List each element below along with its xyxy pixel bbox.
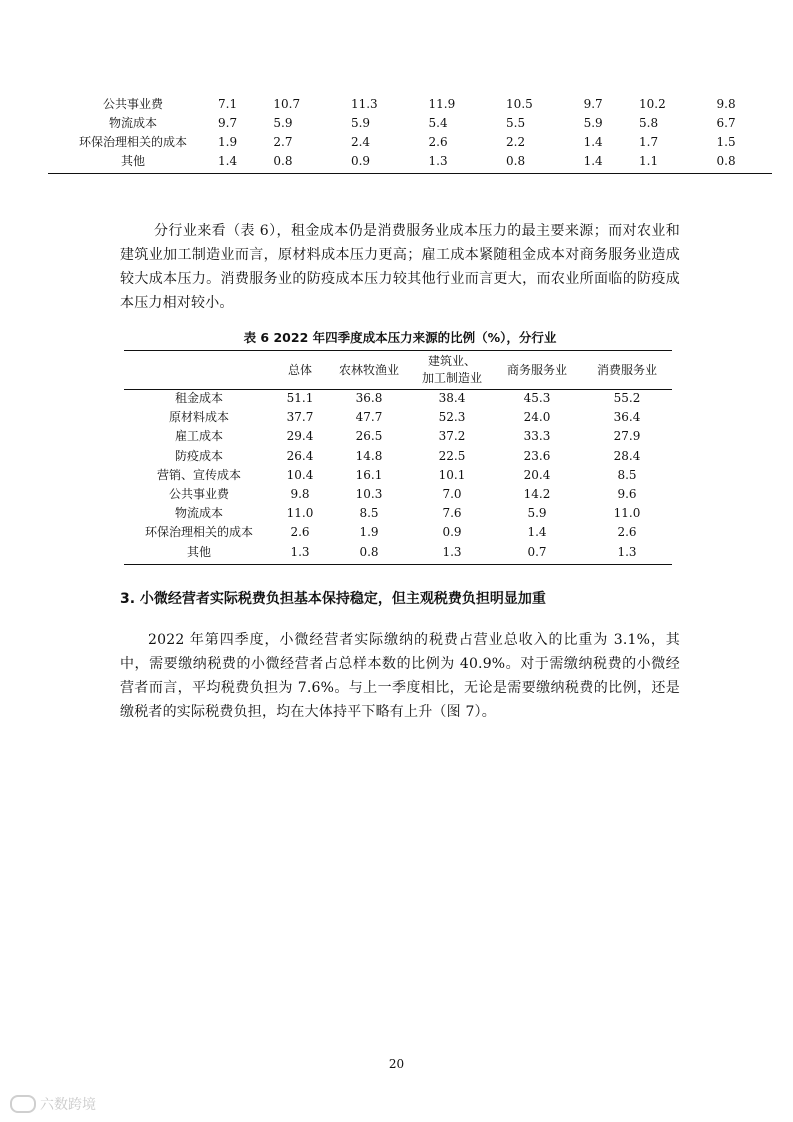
table-cell: 37.7 <box>286 410 314 425</box>
table-cell: 10.1 <box>438 467 466 482</box>
table-cell: 9.6 <box>617 487 637 502</box>
table-cell: 26.5 <box>355 429 383 444</box>
cost-table-continued <box>48 95 772 171</box>
row-label: 营销、宣传成本 <box>156 467 241 482</box>
table-cell: 14.8 <box>355 448 383 463</box>
table-bottom-rule <box>48 173 772 174</box>
table-row <box>48 152 772 171</box>
watermark-logo-icon <box>10 1095 36 1113</box>
row-label: 防疫成本 <box>174 448 223 463</box>
table-cell: 11.9 <box>428 97 456 111</box>
row-label: 物流成本 <box>108 116 157 130</box>
table-cell: 36.4 <box>613 410 641 425</box>
table-cell: 1.4 <box>583 135 603 149</box>
watermark-text: 六数跨境 <box>40 1097 96 1113</box>
table-cell: 8.5 <box>617 467 637 482</box>
table6-caption: 表 6 2022 年四季度成本压力来源的比例（%），分行业 <box>243 330 557 345</box>
table-cell: 28.4 <box>613 448 641 463</box>
table-row <box>124 408 672 427</box>
table-cell: 1.3 <box>442 544 462 559</box>
table-cell: 55.2 <box>613 391 641 405</box>
table-cell: 1.1 <box>639 154 659 168</box>
table-row <box>48 133 772 152</box>
table-cell: 36.8 <box>355 391 383 405</box>
row-label: 雇工成本 <box>174 429 223 444</box>
table-cell: 14.2 <box>523 487 551 502</box>
table-cell: 9.8 <box>716 97 736 111</box>
table-cell: 2.6 <box>617 525 637 540</box>
table-cell: 1.4 <box>218 154 238 168</box>
column-header: 消费服务业 <box>596 362 657 377</box>
table-cell: 1.4 <box>583 154 603 168</box>
table-row <box>48 114 772 133</box>
table-cell: 33.3 <box>523 429 551 444</box>
table-cell: 24.0 <box>523 410 551 425</box>
table-cell: 1.3 <box>290 544 310 559</box>
table-cell: 22.5 <box>438 448 466 463</box>
table-row <box>124 389 672 408</box>
table-cell: 11.0 <box>613 506 641 521</box>
table-cell: 1.9 <box>359 525 379 540</box>
table-cell: 5.9 <box>527 506 547 521</box>
table-cell: 2.6 <box>428 135 448 149</box>
table-cell: 2.7 <box>273 135 293 149</box>
table-row <box>124 504 672 523</box>
table-cell: 52.3 <box>438 410 466 425</box>
table-cell: 20.4 <box>523 467 551 482</box>
table-cell: 5.9 <box>350 116 371 130</box>
table-row <box>124 523 672 542</box>
table-row <box>124 427 672 446</box>
table-cell: 5.4 <box>428 116 448 130</box>
table-cell: 1.3 <box>428 154 448 168</box>
table-cell: 0.9 <box>442 525 462 540</box>
paragraph-industry-analysis: 分行业来看（表 6），租金成本仍是消费服务业成本压力的最主要来源；而对农业和建筑业加工制造业而言，原材料成本压力更高；雇工成本紧随租金成本对商务服务业造成较大成本压力。消费服务业的防疫成本压力较其他行业而言更大，而农业所面临的防疫成本压力相对较小。 <box>120 223 680 311</box>
table-cell: 0.9 <box>350 154 371 168</box>
table-cell: 6.7 <box>716 116 736 130</box>
table-cell: 2.4 <box>350 135 371 149</box>
page-number: 20 <box>388 1057 405 1071</box>
table6-bottom-rule <box>124 564 672 565</box>
table-cell: 23.6 <box>523 448 551 463</box>
table-cell: 0.8 <box>359 544 379 559</box>
table-row <box>124 543 672 562</box>
row-label: 环保治理相关的成本 <box>144 525 253 540</box>
row-label: 公共事业费 <box>168 487 229 502</box>
table-cell: 10.3 <box>355 487 383 502</box>
table-row <box>124 466 672 485</box>
table-cell: 10.2 <box>639 97 666 111</box>
watermark <box>10 1094 96 1114</box>
column-header: 农林牧渔业 <box>338 362 399 377</box>
table-cell: 0.8 <box>273 154 293 168</box>
table-cell: 2.2 <box>506 135 526 149</box>
table-cell: 29.4 <box>286 429 314 444</box>
table-cell: 1.4 <box>527 525 547 540</box>
table-cell: 1.5 <box>716 135 736 149</box>
table-cell: 11.3 <box>350 97 378 111</box>
table-cell: 0.7 <box>527 544 547 559</box>
column-header: 商务服务业 <box>506 362 567 377</box>
table-cell: 5.9 <box>273 116 293 130</box>
table-cell: 45.3 <box>523 391 551 405</box>
table-cell: 1.3 <box>617 544 637 559</box>
table-row <box>124 485 672 504</box>
table-cell: 10.5 <box>506 97 533 111</box>
table-cell: 27.9 <box>613 429 641 444</box>
row-label: 物流成本 <box>174 506 223 521</box>
table-cell: 37.2 <box>438 429 466 444</box>
column-header: 总体 <box>287 362 312 377</box>
table-cell: 0.8 <box>506 154 526 168</box>
table-cell: 0.8 <box>716 154 736 168</box>
table-cell: 11.0 <box>286 506 314 521</box>
table-cell: 51.1 <box>286 391 314 405</box>
table-cell: 10.4 <box>286 467 314 482</box>
table-cell: 5.5 <box>506 116 526 130</box>
row-label: 其他 <box>186 544 211 559</box>
table-row <box>124 447 672 466</box>
table-cell: 26.4 <box>286 448 314 463</box>
table-cell: 1.9 <box>218 135 238 149</box>
table-cell: 7.6 <box>442 506 462 521</box>
row-label: 原材料成本 <box>168 410 229 425</box>
table-cell: 2.6 <box>290 525 310 540</box>
table-cell: 5.8 <box>639 116 659 130</box>
column-header <box>124 351 274 389</box>
table-cell: 9.7 <box>583 97 603 111</box>
table-cell: 9.8 <box>290 487 310 502</box>
table6-header-row <box>124 351 672 389</box>
column-header: 建筑业、 加工制造业 <box>421 354 482 385</box>
table-cell: 1.7 <box>639 135 659 149</box>
table-cell: 38.4 <box>438 391 466 405</box>
table6-cost-sources-by-industry <box>124 351 672 562</box>
row-label: 环保治理相关的成本 <box>78 135 187 149</box>
table-cell: 7.1 <box>218 97 238 111</box>
table-cell: 8.5 <box>359 506 379 521</box>
table-cell: 5.9 <box>583 116 603 130</box>
table-cell: 10.7 <box>273 97 301 111</box>
row-label: 公共事业费 <box>102 97 163 111</box>
paragraph-tax-burden: 2022 年第四季度，小微经营者实际缴纳的税费占营业总收入的比重为 3.1%，其中，需要缴纳税费的小微经营者占总样本数的比例为 40.9%。对于需缴纳税费的小微经营者而言，平均税费负担为 7.6%。与上一季度相比，无论是需要缴纳税费的比例，还是缴税者的实际税费负担，均在大体持平下略有上升（图 7）。 <box>120 632 680 720</box>
row-label: 租金成本 <box>174 391 223 405</box>
row-label: 其他 <box>120 154 145 168</box>
table-cell: 16.1 <box>355 467 383 482</box>
table-cell: 9.7 <box>218 116 238 130</box>
table-row <box>48 95 772 114</box>
table-cell: 7.0 <box>442 487 462 502</box>
section-heading: 3. 小微经营者实际税费负担基本保持稳定，但主观税费负担明显加重 <box>120 591 546 607</box>
table-cell: 47.7 <box>355 410 383 425</box>
